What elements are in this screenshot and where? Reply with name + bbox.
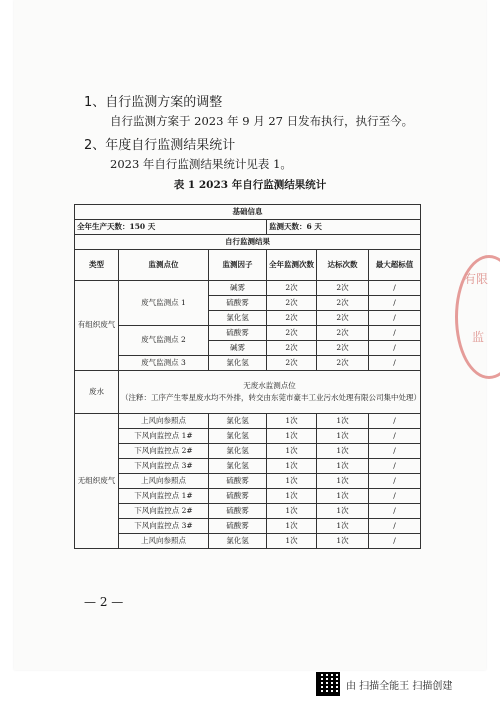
header-max: 最大超标值: [369, 250, 421, 281]
section-heading-2: 2、年度自行监测结果统计: [84, 138, 236, 153]
table-cell: 1次: [267, 459, 317, 474]
company-seal: 有限 监: [455, 255, 500, 379]
table-cell: 2次: [267, 311, 317, 326]
table-cell: /: [369, 326, 421, 341]
table-cell: /: [369, 414, 421, 429]
table-cell: 氯化氢: [209, 444, 267, 459]
document-page: [14, 0, 486, 670]
organic-point-1: 废气监测点 1: [119, 281, 209, 326]
table-cell: 1次: [267, 414, 317, 429]
table-cell: /: [369, 504, 421, 519]
table-cell: 2次: [267, 326, 317, 341]
table-cell: 硫酸雾: [209, 519, 267, 534]
qr-code-icon: [316, 672, 340, 696]
organic-point-2: 废气监测点 2: [119, 326, 209, 356]
table-cell: 1次: [267, 444, 317, 459]
table-cell: 上风向参照点: [119, 414, 209, 429]
table-cell: 2次: [267, 341, 317, 356]
table-cell: /: [369, 519, 421, 534]
table-cell: 下风向监控点 1#: [119, 429, 209, 444]
results-title: 自行监测结果: [75, 235, 421, 250]
table-cell: 2次: [267, 296, 317, 311]
wastewater-line1: 无废水监测点位: [243, 380, 296, 390]
table-cell: 1次: [317, 519, 369, 534]
table-cell: 1次: [317, 414, 369, 429]
table-cell: 上风向参照点: [119, 474, 209, 489]
table-cell: 2次: [317, 281, 369, 296]
header-factor: 监测因子: [209, 250, 267, 281]
table-cell: 硫酸雾: [209, 296, 267, 311]
table-cell: 1次: [317, 459, 369, 474]
table-cell: 2次: [317, 311, 369, 326]
table-cell: 1次: [267, 474, 317, 489]
table-cell: 硫酸雾: [209, 489, 267, 504]
table-cell: 碱雾: [209, 341, 267, 356]
table-cell: 碱雾: [209, 281, 267, 296]
basic-info-title: 基础信息: [75, 205, 421, 220]
table-cell: 2次: [267, 281, 317, 296]
page-number: — 2 —: [84, 595, 124, 609]
table-cell: 1次: [317, 504, 369, 519]
table-caption: 表 1 2023 年自行监测结果统计: [173, 179, 327, 191]
section-paragraph-1: 自行监测方案于 2023 年 9 月 27 日发布执行，执行至今。: [110, 114, 414, 128]
table-cell: 下风向监控点 3#: [119, 519, 209, 534]
table-cell: /: [369, 311, 421, 326]
table-cell: 下风向监控点 2#: [119, 444, 209, 459]
production-days: 全年生产天数：150 天: [75, 220, 267, 235]
table-cell: /: [369, 534, 421, 549]
table-cell: /: [369, 296, 421, 311]
table-cell: 1次: [267, 534, 317, 549]
table-cell: 氯化氢: [209, 356, 267, 371]
table-cell: 下风向监控点 3#: [119, 459, 209, 474]
table-cell: 下风向监控点 2#: [119, 504, 209, 519]
table-cell: 1次: [317, 444, 369, 459]
wastewater-note: （注释：工序产生零星废水均不外排，转交由东莞市豪丰工业污水处理有限公司集中处理）: [121, 392, 421, 402]
table-cell: 1次: [267, 489, 317, 504]
header-type: 类型: [75, 250, 119, 281]
table-cell: 1次: [317, 489, 369, 504]
table-cell: 氯化氢: [209, 534, 267, 549]
header-pass: 达标次数: [317, 250, 369, 281]
table-cell: 1次: [267, 504, 317, 519]
table-cell: 1次: [317, 429, 369, 444]
table-cell: 硫酸雾: [209, 326, 267, 341]
table-cell: 2次: [317, 356, 369, 371]
table-cell: 2次: [317, 326, 369, 341]
type-wastewater: 废水: [75, 371, 119, 414]
footer-text: 由 扫描全能王 扫描创建: [346, 680, 453, 692]
table-cell: /: [369, 474, 421, 489]
table-cell: 氯化氢: [209, 429, 267, 444]
table-cell: 上风向参照点: [119, 534, 209, 549]
section-paragraph-2: 2023 年自行监测结果统计见表 1。: [110, 157, 292, 171]
table-cell: 硫酸雾: [209, 504, 267, 519]
table-cell: 硫酸雾: [209, 474, 267, 489]
table-cell: 2次: [317, 296, 369, 311]
header-point: 监测点位: [119, 250, 209, 281]
table-cell: /: [369, 489, 421, 504]
wastewater-note-cell: [119, 371, 421, 414]
table-cell: /: [369, 281, 421, 296]
type-fugitive: 无组织废气: [75, 414, 119, 549]
table-cell: 1次: [317, 534, 369, 549]
header-count: 全年监测次数: [267, 250, 317, 281]
table-cell: 氯化氢: [209, 459, 267, 474]
monitoring-days: 监测天数：6 天: [267, 220, 421, 235]
table-cell: 氯化氢: [209, 311, 267, 326]
scanner-footer: [316, 672, 452, 696]
table-cell: 氯化氢: [209, 414, 267, 429]
table-cell: 1次: [317, 474, 369, 489]
table-cell: 2次: [267, 356, 317, 371]
monitoring-results-table: [74, 204, 421, 549]
table-cell: 下风向监控点 1#: [119, 489, 209, 504]
table-cell: /: [369, 356, 421, 371]
type-organic: 有组织废气: [75, 281, 119, 371]
table-cell: 1次: [267, 429, 317, 444]
table-cell: 2次: [317, 341, 369, 356]
organic-point-3: 废气监测点 3: [119, 356, 209, 371]
table-cell: /: [369, 444, 421, 459]
section-heading-1: 1、自行监测方案的调整: [84, 95, 223, 110]
table-cell: /: [369, 341, 421, 356]
table-cell: /: [369, 429, 421, 444]
table-cell: 1次: [267, 519, 317, 534]
table-cell: /: [369, 459, 421, 474]
